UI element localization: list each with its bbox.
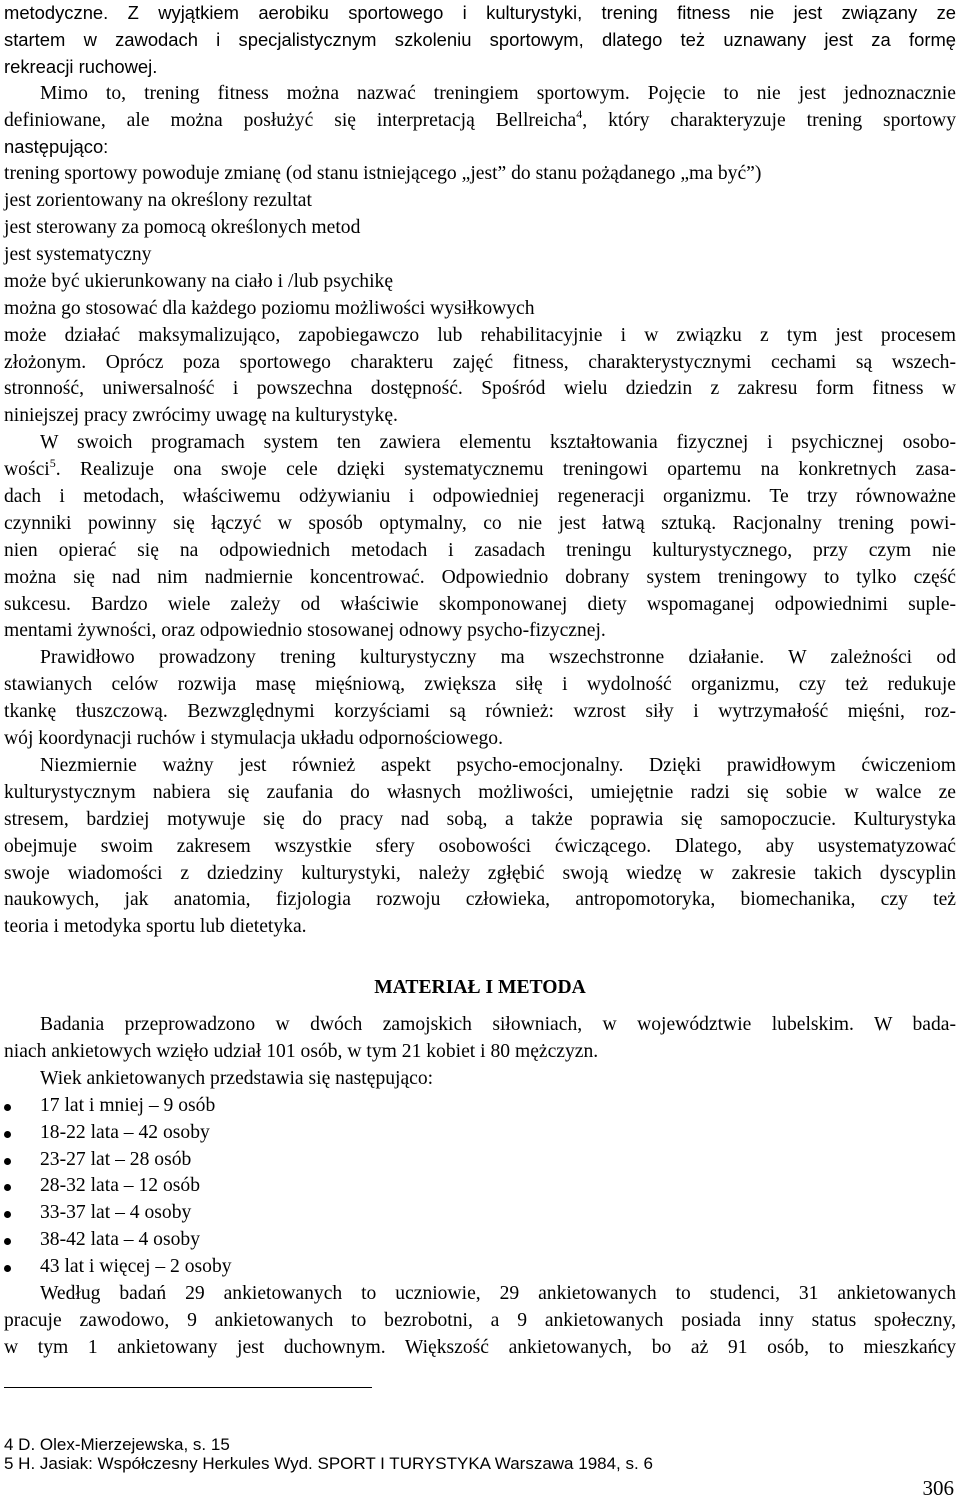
footnote-4: 4 D. Olex-Mierzejewska, s. 15 xyxy=(4,1435,230,1454)
bullet-icon xyxy=(4,1184,11,1191)
text-span: , który charakteryzuje trening sportowy xyxy=(582,109,956,131)
definition-item: można go stosować dla każdego poziomu możliwości wysiłkowych xyxy=(4,297,535,319)
list-item-text: 18-22 lata – 42 osoby xyxy=(40,1121,210,1143)
footnote-5: 5 H. Jasiak: Współczesny Herkules Wyd. SPORT I TURYSTYKA Warszawa 1984, s. 6 xyxy=(4,1454,653,1473)
page-body xyxy=(4,0,956,1362)
text-line xyxy=(4,457,956,484)
paragraph-effects xyxy=(4,645,956,753)
text-line: swoje wiadomości z dziedziny kulturystyki, należy zgłębić swoją wiedzę w zakresie takich dyscyplin xyxy=(4,862,956,884)
text-line: teoria i metodyka sportu lub dietetyka. xyxy=(4,916,307,938)
list-item xyxy=(4,1227,956,1254)
definition-item: może działać maksymalizująco, zapobiegawczo lub rehabilitacyjnie i w związku z tym jest procesem xyxy=(4,324,956,346)
text-span: . Realizuje ona swoje cele dzięki systematycznemu treningowi opartemu na konkretnych zasa- xyxy=(55,459,956,481)
footnote-separator xyxy=(4,1387,372,1388)
text-line: w tym 1 ankietowany jest duchownym. Większość ankietowanych, bo aż 91 osób, to mieszkańcy xyxy=(4,1336,956,1358)
text-line: kulturystycznym nabiera się zaufania do własnych możliwości, umiejętnie radzi się sobie w walce ze xyxy=(4,781,956,803)
footnote-ref[interactable]: 4 xyxy=(576,106,583,121)
text-line: Badania przeprowadzono w dwóch zamojskich siłowniach, w województwie lubelskim. W bada- xyxy=(40,1014,956,1036)
list-item-text: 23-27 lat – 28 osób xyxy=(40,1148,192,1170)
text-line: W swoich programach system ten zawiera elementu kształtowania fizycznej i psychicznej osobo- xyxy=(40,432,956,454)
text-line: mentami żywności, oraz odpowiednio stosowanej odnowy psycho-fizycznej. xyxy=(4,620,606,642)
list-item-text: 28-32 lata – 12 osób xyxy=(40,1175,200,1197)
text-line: Niezmiernie ważny jest również aspekt psycho-emocjonalny. Dzięki prawidłowym ćwiczeniom xyxy=(40,754,956,776)
definition-item: jest zorientowany na określony rezultat xyxy=(4,190,312,212)
paragraph-psycho xyxy=(4,753,956,941)
bullet-icon xyxy=(4,1238,11,1245)
text-line: dach i metodach, właściwemu odżywianiu i odpowiedniej regeneracji organizmu. Te trzy równoważne xyxy=(4,486,956,508)
text-line: stawianych celów rozwija masę mięśniową, zwiększa siłę i wydolność organizmu, czy też redukuje xyxy=(4,674,956,696)
text-line xyxy=(4,108,956,135)
definition-item: jest systematyczny xyxy=(4,244,152,266)
list-item-text: 17 lat i mniej – 9 osób xyxy=(40,1094,216,1116)
text-line: naukowych, jak anatomia, fizjologia rozwoju człowieka, antropomotoryka, biomechanika, czy też xyxy=(4,889,956,911)
text-line: niach ankietowych wzięło udział 101 osób, w tym 21 kobiet i 80 mężczyzn. xyxy=(4,1040,599,1062)
paragraph-intro xyxy=(4,0,956,81)
bullet-icon xyxy=(4,1211,11,1218)
text-line: nien opierać się na odpowiednich metodach i zasadach treningu kulturystycznego, przy czym nie xyxy=(4,539,956,561)
text-line: stresem, bardziej motywuje się do pracy nad sobą, a także poprawia się samopoczucie. Kulturystyka xyxy=(4,808,956,830)
paragraph-method xyxy=(4,1012,956,1093)
text-line: Wiek ankietowanych przedstawia się następująco: xyxy=(40,1067,434,1089)
text-line: tkankę tłuszczową. Bezwzględnymi korzyściami są również: wzrost siły i wytrzymałość mięśni, roz- xyxy=(4,701,956,723)
text-line: metodyczne. Z wyjątkiem aerobiku sportowego i kulturystyki, trening fitness nie jest związany ze xyxy=(4,2,956,23)
footnote-ref[interactable]: 5 xyxy=(49,456,56,471)
text-line: następująco: xyxy=(4,136,109,158)
paragraph-definition xyxy=(4,81,956,431)
definition-item: może być ukierunkowany na ciało i /lub psychikę xyxy=(4,270,394,292)
bullet-icon xyxy=(4,1158,11,1165)
section-heading: MATERIAŁ I METODA xyxy=(374,977,586,999)
text-line: rekreacji ruchowej. xyxy=(4,55,158,77)
list-item xyxy=(4,1173,956,1200)
text-line: sukcesu. Bardzo wiele zależy od właściwie skomponowanej diety wspomaganej odpowiednimi suple- xyxy=(4,593,956,615)
text-line: czynniki powinny się łączyć w sposób optymalny, co nie jest łatwą sztuką. Racjonalny trening powi- xyxy=(4,512,956,534)
age-list xyxy=(4,1093,956,1281)
list-item-text: 33-37 lat – 4 osoby xyxy=(40,1202,192,1224)
list-item-text: 43 lat i więcej – 2 osoby xyxy=(40,1256,232,1278)
text-span: definiowane, ale można posłużyć się interpretacją Bellreicha xyxy=(4,109,577,131)
list-item xyxy=(4,1147,956,1174)
definition-item: jest sterowany za pomocą określonych metod xyxy=(4,217,361,239)
list-item xyxy=(4,1093,956,1120)
text-line: można się nad nim nadmiernie koncentrować. Odpowiednio dobrany system treningowy to tylko część xyxy=(4,566,956,588)
page-number: 306 xyxy=(922,1476,954,1500)
bullet-icon xyxy=(4,1131,11,1138)
text-line: pracuje zawodowo, 9 ankietowanych to bezrobotni, a 9 ankietowanych posiada inny status społeczny, xyxy=(4,1309,956,1331)
paragraph-status xyxy=(4,1281,956,1362)
text-span: wości xyxy=(4,459,50,481)
text-line: niniejszej pracy zwrócimy uwagę na kulturystykę. xyxy=(4,405,398,427)
list-item xyxy=(4,1254,956,1281)
text-line: złożonym. Oprócz poza sportowego charakteru zajęć fitness, charakterystycznymi cechami są wszech- xyxy=(4,351,956,373)
text-line: Mimo to, trening fitness można nazwać treningiem sportowym. Pojęcie to nie jest jednoznacznie xyxy=(40,82,956,104)
text-line: stronność, uniwersalność i powszechna dostępność. Spośród wielu dziedzin z zakresu form fitness w xyxy=(4,378,956,400)
definition-item: trening sportowy powoduje zmianę (od stanu istniejącego „jest” do stanu pożądanego „ma być”) xyxy=(4,163,762,185)
text-line: startem w zawodach i specjalistycznym szkoleniu sportowym, dlatego też uznawany jest za formę xyxy=(4,28,956,50)
list-item xyxy=(4,1200,956,1227)
bullet-icon xyxy=(4,1265,11,1272)
text-line: Prawidłowo prowadzony trening kulturystyczny ma wszechstronne działanie. W zależności od xyxy=(40,647,956,669)
bullet-icon xyxy=(4,1104,11,1111)
text-line: Według badań 29 ankietowanych to uczniowie, 29 ankietowanych to studenci, 31 ankietowanych xyxy=(40,1282,956,1304)
text-line: obejmuje swoim zakresem wszystkie sfery osobowości ćwiczącego. Dlatego, aby usystematyzować xyxy=(4,835,956,857)
paragraph-program xyxy=(4,430,956,645)
text-line: wój koordynacji ruchów i stymulacja układu odpornościowego. xyxy=(4,728,503,750)
list-item xyxy=(4,1120,956,1147)
list-item-text: 38-42 lata – 4 osoby xyxy=(40,1229,200,1251)
